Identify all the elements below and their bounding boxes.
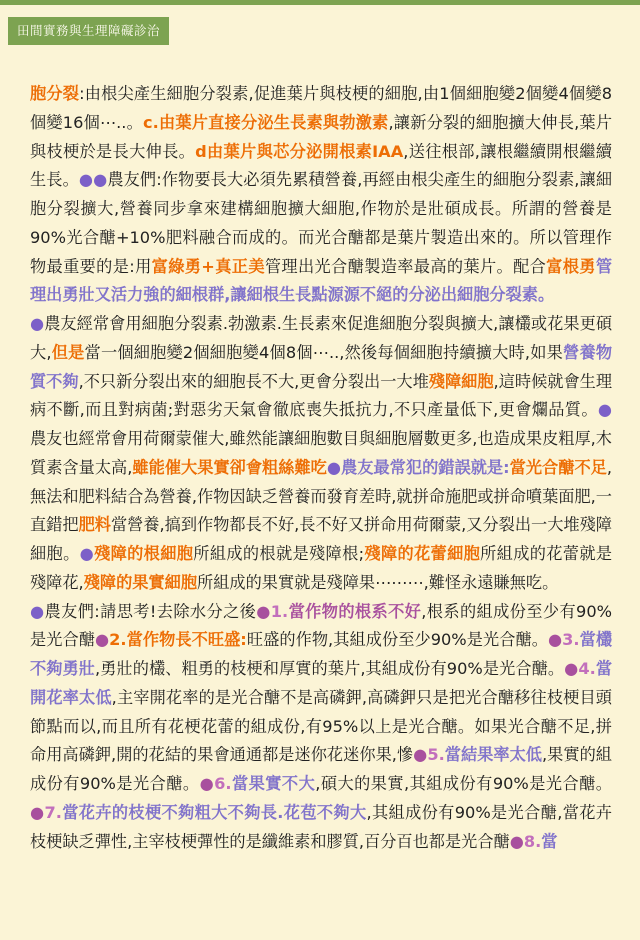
text-segment: 管理出光合醣製造率最高的葉片。配合 [264,256,547,276]
section-tag-label: 田間實務與生理障礙診治 [17,23,161,38]
text-segment: ,果實的組成份有90%是光合醣。 [30,745,612,793]
bullet-icon: ● [564,659,579,678]
text-segment: ,其組成份有90%是光合醣,當花卉枝梗缺乏彈性,主宰枝梗彈性的是纖維素和膠質,百分百也都是光合醣 [30,802,612,851]
text-segment: ,碩大的果實,其組成份有90%是光合醣。 [315,774,612,793]
text-segment: 農友最常犯的錯誤就是: [341,457,510,477]
bullet-icon: ● [413,745,428,765]
bullet-icon: ● [326,457,342,477]
bullet-icon: ● [199,774,215,793]
text-segment: 當果實不大 [231,774,316,793]
text-segment: 當花卉的枝梗不夠粗大不夠長.花苞不夠大 [61,802,367,822]
text-segment: ,勇壯的欉、粗勇的枝梗和厚實的葉片,其組成份有90%是光合醣。 [95,659,565,678]
text-segment: 殘障細胞 [428,371,494,391]
text-segment: 當開花率太低 [30,659,613,707]
text-segment: 殘障的花蕾細胞 [364,544,481,563]
text-segment: 旺盛的作物,其組成份至少90%是光合醣。 [246,630,548,650]
section-tag [8,17,169,45]
text-segment: 6. [214,774,232,793]
text-segment: ,送往根部,讓根繼續開根繼續生長。 [30,141,612,190]
text-segment: 營養物質不夠 [30,342,613,391]
top-border [0,0,640,5]
text-segment: 7. [44,802,62,822]
text-segment: 農友們:作物要長大必須先累積營養,再經由根尖產生的細胞分裂素,讓細胞分裂擴大,營養同步拿來建構細胞擴大細胞,作物於是壯碩成長。所謂的營養是90%光合醣+10%肥料融合而成的。而光合醣都是葉片製造出來的。所以管理作物最重要的是:用 [30,170,613,276]
text-segment: 雖能催大果實卻會粗絲難吃 [132,457,327,477]
text-segment: 農友經常會用細胞分裂素.勃激素.生長素來促進細胞分裂與擴大,讓欉或花果更碩大, [30,314,613,362]
text-segment: 富綠勇+真正美 [151,256,265,276]
text-segment: 8. [523,831,542,851]
text-segment: 4. [578,659,596,678]
text-segment: d由葉片與芯分泌開根素IAA [195,141,404,161]
paragraph [30,598,612,857]
text-segment: 農友也經常會用荷爾蒙催大,雖然能讓細胞數目與細胞層數更多,也造成果皮粗厚,木質素含量太高, [30,429,612,477]
text-segment: :由根尖產生細胞分裂素,促進葉片與枝梗的細胞,由1個細胞變2個變4個變8個變16個⋯..。 [30,84,612,132]
text-segment: 當光合醣不足 [509,457,607,477]
text-segment: 1. [270,601,289,621]
text-segment: 肥料 [78,515,111,535]
text-segment: ,主宰開花率的是光合醣不是高磷鉀,高磷鉀只是把光合醣移往枝梗目頭節點而以,而且所有花梗花蕾的組成份,有95%以上是光合醣。如果光合醣不足,拼命用高磷鉀,開的花結的果會通通都是迷你花迷你果,慘 [30,687,612,765]
bullet-icon: ● [79,544,95,563]
text-segment: 但是 [51,342,85,362]
bullet-icon: ● [597,400,612,420]
bullet-icon: ● [30,601,45,621]
text-segment: 5. [427,745,445,765]
bullet-icon: ● [30,802,45,822]
bullet-icon: ● [94,630,110,650]
text-segment: ,讓新分裂的細胞擴大伸長,葉片與枝梗於是長大伸長。 [30,112,613,161]
text-segment: 胞分裂 [30,84,80,103]
text-segment: 當欉不夠勇壯 [30,630,613,678]
text-segment: 所組成的果實就是殘障果⋯⋯⋯,難怪永遠賺無吃。 [197,572,559,592]
text-segment: 所組成的根就是殘障根; [193,544,365,563]
text-segment: ,不只新分裂出來的細胞長不大,更會分裂出一大堆 [78,371,429,391]
paragraph [30,310,612,598]
text-segment: 當 [541,831,558,851]
article-body [30,80,612,856]
text-segment: ,根系的組成份至少有90%是光合醣 [30,601,613,650]
text-segment: 農友們:請思考!去除水分之後 [44,601,257,621]
paragraph [30,80,612,310]
bullet-icon: ● [256,601,271,621]
text-segment: 當營養,搞到作物都長不好,長不好又拼命用荷爾蒙,又分裂出一大堆殘障細胞。 [30,515,612,563]
text-segment: 2.當作物長不旺盛: [109,630,247,650]
text-segment: 當一個細胞變2個細胞變4個8個⋯..,然後每個細胞持續擴大時,如果 [84,342,564,362]
text-segment: 管理出勇壯又活力強的細根群,讓細根生長點源源不絕的分泌出細胞分裂素。 [30,256,612,305]
text-segment: ,這時候就會生理病不斷,而且對病菌;對惡劣天氣會徹底喪失抵抗力,不只產量低下,更會爛品質。 [30,371,613,420]
text-segment: 當結果率太低 [444,745,543,765]
text-segment: 富根勇 [546,256,596,276]
text-segment: 3. [562,630,580,650]
bullet-icon: ● [30,314,45,333]
text-segment: 當作物的根系不好 [288,601,422,621]
bullet-icon: ● [509,831,524,851]
bullet-icon: ●● [78,170,108,190]
bullet-icon: ● [547,630,563,650]
text-segment: 所組成的花蕾就是殘障花, [30,544,613,592]
text-segment: ,無法和肥料結合為營養,作物因缺乏營養而發育差時,就拼命施肥或拼命噴葉面肥,一直錯把 [30,457,613,535]
text-segment: 殘障的根細胞 [94,544,194,563]
text-segment: 殘障的果實細胞 [83,572,198,592]
text-segment: c.由葉片直接分泌生長素與勃激素 [143,112,389,132]
